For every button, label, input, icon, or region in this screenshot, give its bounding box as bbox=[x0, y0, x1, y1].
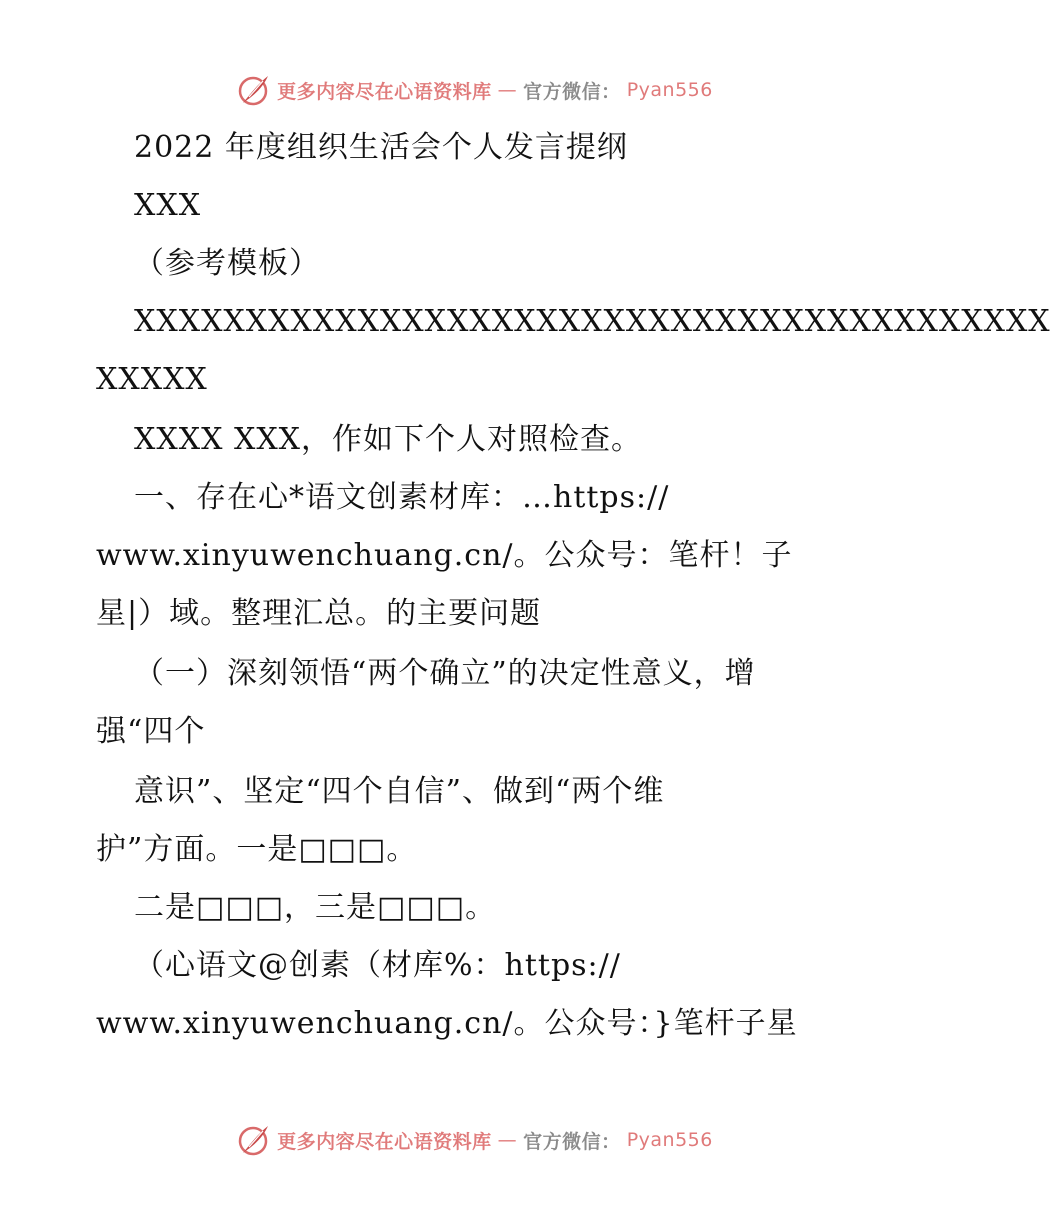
paragraph-line: XXXXX bbox=[96, 362, 208, 397]
banner-wechat-id: Pyan556 bbox=[626, 79, 713, 101]
paragraph-line: 二是□□□，三是□□□。 bbox=[134, 890, 497, 925]
section-heading: 一、存在心*语文创素材库：…https:// bbox=[134, 480, 670, 515]
banner-wechat-label: 官方微信： bbox=[523, 1130, 621, 1153]
banner-main-text: 更多内容尽在心语资料库 bbox=[277, 1130, 492, 1153]
document-title: 2022 年度组织生活会个人发言提纲 bbox=[134, 130, 628, 165]
paragraph-line: XXXXXXXXXXXXXXXXXXXXXXXXXXXXXXXXXXXXXXXXX bbox=[134, 304, 1051, 339]
quill-pen-logo-icon bbox=[237, 1123, 271, 1157]
paragraph-line: 强“四个 bbox=[96, 714, 206, 749]
banner-main-text: 更多内容尽在心语资料库 bbox=[277, 80, 492, 103]
subsection-heading: （一）深刻领悟“两个确立”的决定性意义，增 bbox=[134, 656, 756, 691]
paragraph-line: （心语文@创素（材库%：https:// bbox=[134, 948, 621, 983]
quill-pen-logo-icon bbox=[237, 73, 271, 107]
paragraph-line: www.xinyuwenchuang.cn/。公众号：笔杆！子 bbox=[96, 538, 793, 573]
bottom-watermark-banner bbox=[0, 1120, 950, 1160]
banner-wechat-label: 官方微信： bbox=[523, 80, 621, 103]
banner-dash: — bbox=[497, 79, 518, 101]
author-line: XXX bbox=[134, 188, 202, 223]
paragraph-line: XXXX XXX，作如下个人对照检查。 bbox=[134, 422, 643, 457]
template-note: （参考模板） bbox=[134, 246, 320, 281]
paragraph-line: 星|）域。整理汇总。的主要问题 bbox=[96, 596, 542, 631]
paragraph-line: www.xinyuwenchuang.cn/。公众号：}笔杆子星 bbox=[96, 1006, 798, 1041]
banner-dash: — bbox=[497, 1129, 518, 1151]
top-watermark-banner bbox=[0, 70, 950, 110]
paragraph-line: 意识”、坚定“四个自信”、做到“两个维 bbox=[134, 774, 665, 809]
paragraph-line: 护”方面。一是□□□。 bbox=[96, 832, 418, 867]
banner-wechat-id: Pyan556 bbox=[626, 1129, 713, 1151]
